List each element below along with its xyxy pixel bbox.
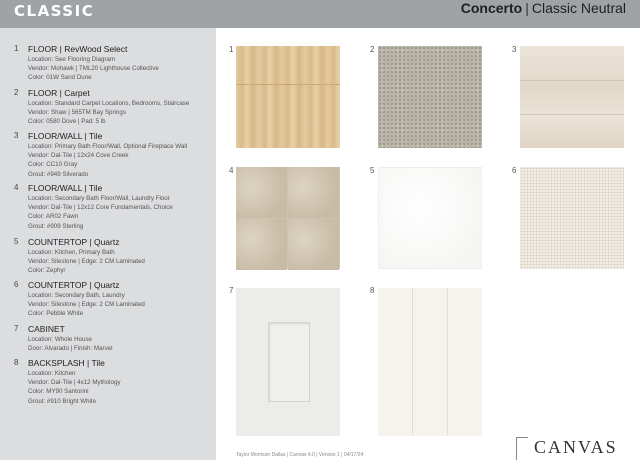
spec-line: Location: Secondary Bath, Laundry xyxy=(28,292,125,299)
spec-number: 3 xyxy=(14,131,19,140)
carpet-swatch xyxy=(378,46,482,148)
backsplash-tile-swatch xyxy=(378,288,482,436)
logo-bracket xyxy=(516,437,528,460)
logo-text: CANVAS xyxy=(534,437,618,457)
spec-line: Grout: #910 Bright White xyxy=(28,397,97,405)
cabinet-door-swatch xyxy=(236,288,340,436)
spec-line: Color: CC10 Gray xyxy=(28,161,78,169)
footer-note: Taylor Morrison Dallas | Canvas 4.0 | Version 1 | 04/17/24 xyxy=(236,452,364,458)
spec-line: Location: Primary Bath Floor/Wall, Optional Fireplace Wall xyxy=(28,143,188,150)
plank-seam xyxy=(236,84,340,85)
cabinet-panel xyxy=(268,322,310,402)
spec-line: Vendor: Shaw | 565TM Bay Springs xyxy=(28,109,126,117)
spec-number: 8 xyxy=(14,358,19,367)
spec-number: 5 xyxy=(14,237,19,246)
spec-title: FLOOR/WALL | Tile xyxy=(28,131,103,141)
swatch-number: 8 xyxy=(370,286,375,295)
tile-square xyxy=(236,167,287,218)
swatch-number: 1 xyxy=(229,45,234,54)
spec-title: FLOOR | RevWood Select xyxy=(28,44,128,54)
swatch-number: 7 xyxy=(229,286,234,295)
pebble-white-quartz-swatch xyxy=(520,167,624,269)
tile-square xyxy=(288,219,339,270)
spec-line: Location: Standard Carpet Locations, Bedrooms, Staircase xyxy=(28,100,190,107)
swatch-number: 4 xyxy=(229,166,234,175)
tile-seam xyxy=(520,114,624,115)
swatch-number: 3 xyxy=(512,45,517,54)
zephyr-quartz-swatch xyxy=(378,167,482,269)
spec-line: Grout: #909 Sterling xyxy=(28,222,84,230)
wood-floor-swatch xyxy=(236,46,340,148)
spec-title: BACKSPLASH | Tile xyxy=(28,358,105,368)
spec-line: Vendor: Silestone | Edge: 2 CM Laminated xyxy=(28,301,145,309)
specification-list xyxy=(0,28,216,460)
spec-number: 1 xyxy=(14,44,19,53)
spec-line: Color: MY90 Santorini xyxy=(28,388,89,396)
spec-line: Door: Alvarado | Finish: Marvel xyxy=(28,345,113,353)
spec-title: FLOOR/WALL | Tile xyxy=(28,183,103,193)
spec-line: Color: 01W Sand Dune xyxy=(28,74,92,82)
title-separator: | xyxy=(525,0,529,16)
style-title: CLASSIC xyxy=(14,2,95,20)
spec-line: Grout: #949 Silverado xyxy=(28,170,89,178)
spec-line: Location: See Flooring Diagram xyxy=(28,56,116,63)
spec-line: Color: Pebble White xyxy=(28,310,84,318)
spec-number: 7 xyxy=(14,324,19,333)
scheme-name: Classic Neutral xyxy=(531,0,626,16)
tile-seam xyxy=(520,80,624,81)
collection-title xyxy=(461,0,626,16)
collection-name: Concerto xyxy=(460,0,523,16)
spec-number: 2 xyxy=(14,88,19,97)
swatch-number: 5 xyxy=(370,166,375,175)
tile-seam xyxy=(412,288,413,436)
swatch-number: 6 xyxy=(512,166,517,175)
header-bar xyxy=(0,0,640,28)
spec-line: Location: Kitchen, Primary Bath xyxy=(28,249,115,256)
spec-line: Location: Secondary Bath Floor/Wall, Laundry Floor xyxy=(28,195,170,202)
spec-line: Vendor: Dal-Tile | 12x12 Core Fundamentals, Choice xyxy=(28,204,173,212)
fawn-tile-swatch xyxy=(236,167,340,269)
tile-seam xyxy=(447,288,448,436)
spec-line: Vendor: Dal-Tile | 4x12 Mythology xyxy=(28,379,121,387)
cove-creek-tile-swatch xyxy=(520,46,624,148)
spec-title: CABINET xyxy=(28,324,65,334)
spec-line: Color: AR02 Fawn xyxy=(28,213,79,221)
spec-line: Location: Whole House xyxy=(28,336,92,343)
spec-title: FLOOR | Carpet xyxy=(28,88,90,98)
swatch-grid xyxy=(216,28,640,460)
spec-line: Vendor: Dal-Tile | 12x24 Cove Creek xyxy=(28,152,129,160)
spec-line: Color: 0580 Dove | Pad: 5 lb xyxy=(28,118,106,126)
spec-title: COUNTERTOP | Quartz xyxy=(28,280,120,290)
spec-line: Vendor: Silestone | Edge: 2 CM Laminated xyxy=(28,258,145,266)
canvas-logo xyxy=(516,437,628,460)
spec-title: COUNTERTOP | Quartz xyxy=(28,237,120,247)
spec-line: Color: Zephyr xyxy=(28,267,66,275)
spec-line: Vendor: Mohawk | TML20 Lighthouse Collective xyxy=(28,65,159,73)
spec-number: 6 xyxy=(14,280,19,289)
tile-square xyxy=(288,167,339,218)
swatch-number: 2 xyxy=(370,45,375,54)
tile-square xyxy=(236,219,287,270)
spec-number: 4 xyxy=(14,183,19,192)
spec-line: Location: Kitchen xyxy=(28,370,76,377)
